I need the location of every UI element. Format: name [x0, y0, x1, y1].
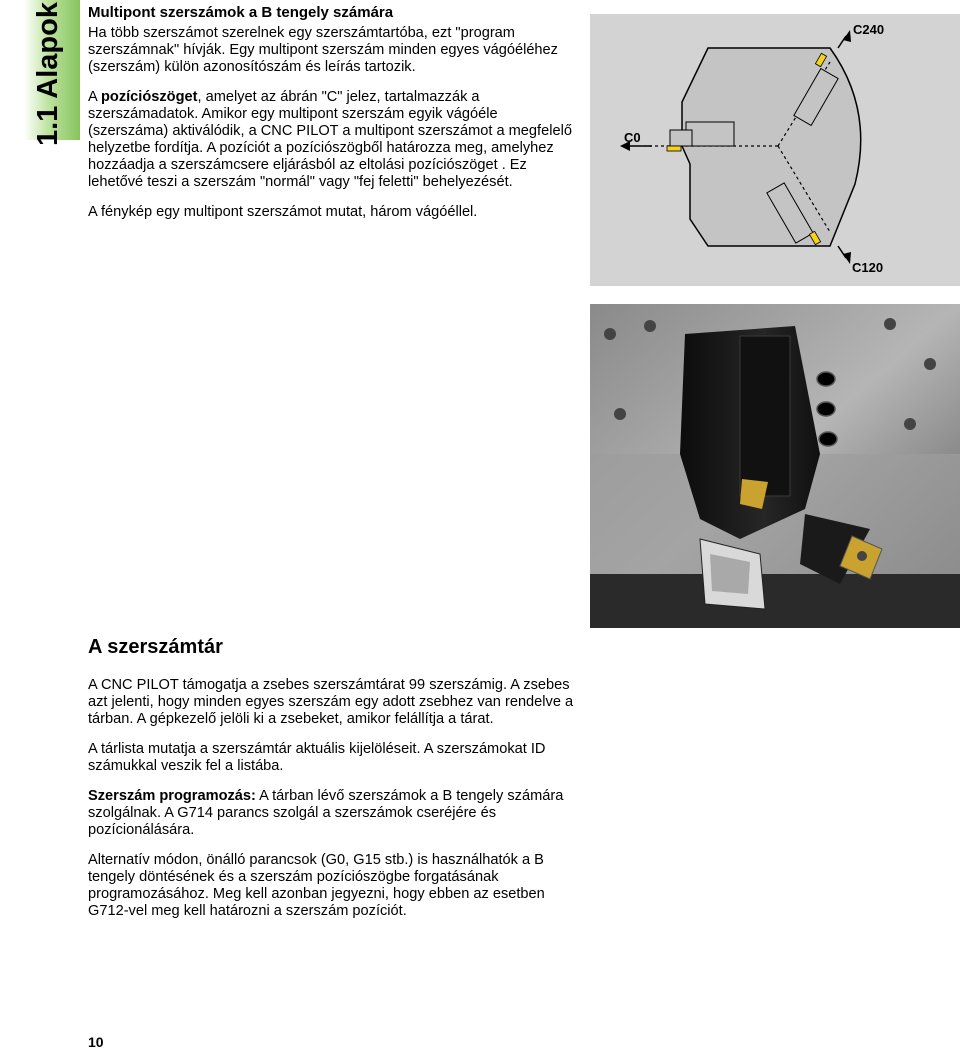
magazine-paragraph-4: Alternatív módon, önálló parancsok (G0, G15 stb.) is használhatók a B tengely döntésének és a szerszám pozíciószögbe forgatásának programozásához. Meg kell azonban jegyezni, hogy ebben az esetben G712-vel meg kell határozni a szerszám pozíciót. [88, 852, 545, 919]
magazine-section-title: A szerszámtár [88, 636, 223, 658]
p2-bold-term: pozíciószöget [100, 89, 198, 105]
multipoint-paragraph-2 [88, 89, 578, 191]
p3-bold-term: Szerszám programozás: [88, 788, 256, 804]
chapter-tab [0, 0, 80, 146]
head-holes [817, 372, 837, 446]
magazine-paragraph-1: A CNC PILOT támogatja a zsebes szerszámtárat 99 szerszámig. A zsebes azt jelenti, hogy minden egyes szerszám egy adott zsebhez van rendelve a tárban. A gépkezelő jelöli ki a zsebeket, amikor felállítja a tárat. [88, 677, 574, 727]
magazine-section [88, 677, 578, 933]
multipoint-tool-photo [590, 304, 960, 628]
multipoint-paragraph-3: A fénykép egy multipont szerszámot mutat, három vágóéllel. [88, 204, 478, 220]
p2-rest: , amelyet az ábrán "C" jelez, tartalmazzák a szerszámadatok. Amikor egy multipont szerszám egyik vágóéle (szerszáma) aktiválódik, a CNC PILOT a multipont szerszámot a megfelelő helyzetbe fordítja. A pozíciót a pozíciószögből határozza meg, amelyhez hozzáadja a szerszámcsere eljárásból az eltolási pozíciószöget . Ez lehetővé teszi a szerszám "normál" vagy "fej feletti" behelyezését. [88, 89, 572, 190]
label-c0: C0 [624, 130, 641, 145]
label-c240: C240 [853, 22, 885, 37]
multipoint-section [88, 4, 578, 234]
tool-shank [740, 336, 790, 496]
insert-screw [857, 551, 867, 561]
p2-prefix: A [88, 89, 101, 105]
magazine-paragraph-3 [88, 788, 578, 839]
multipoint-paragraph-1: Ha több szerszámot szerelnek egy szerszámtartóba, ezt "program szerszámnak" hívják. Egy multipont szerszám minden egyes vágóéléhez (szerszám) külön azonosítószám és leírás tartozik. [88, 25, 558, 75]
p3-rest: A tárban lévő szerszámok a B tengely számára szolgálnak. A G714 parancs szolgál a szerszámok cseréjére és pozícionálására. [88, 788, 564, 838]
multipoint-tool-diagram [590, 14, 960, 286]
magazine-paragraph-2: A tárlista mutatja a szerszámtár aktuális kijelöléseit. A szerszámokat ID számukkal veszik fel a listába. [88, 741, 546, 774]
label-c120: C120 [852, 260, 884, 275]
multipoint-heading: Multipont szerszámok a B tengely számára [88, 4, 394, 21]
page-number: 10 [88, 1034, 104, 1050]
machine-base [590, 574, 960, 628]
chapter-tab-label: 1.1 Alapok [32, 2, 64, 146]
